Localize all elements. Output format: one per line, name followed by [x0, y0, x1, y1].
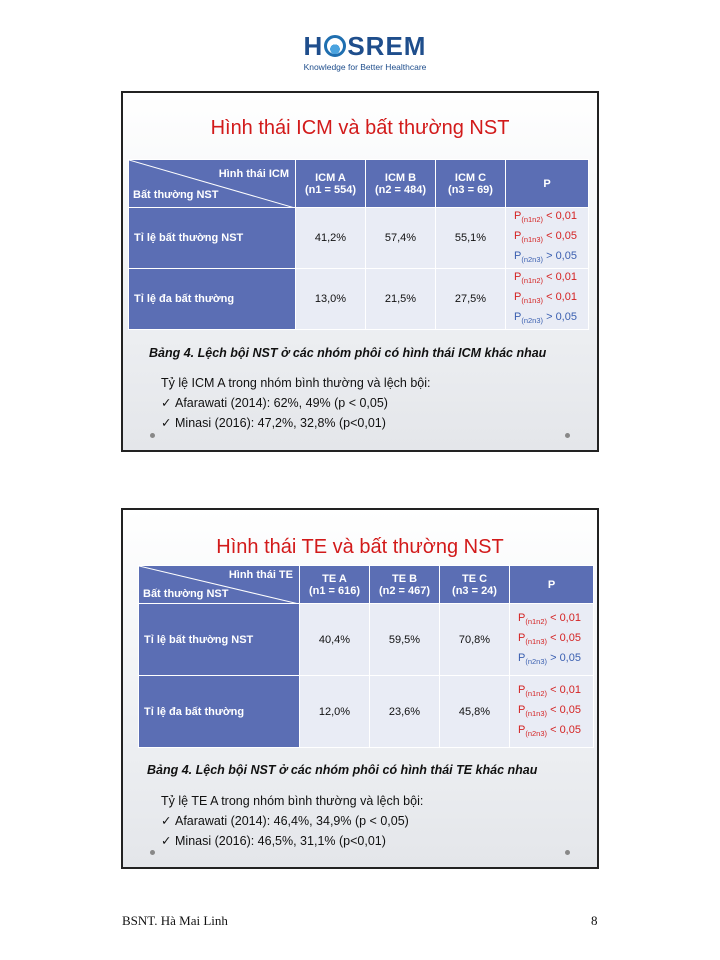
- value-cell: 12,0%: [300, 676, 370, 748]
- column-header: ICM A (n1 = 554): [296, 160, 366, 208]
- value-cell: 59,5%: [370, 604, 440, 676]
- p-value-cell: [506, 208, 589, 269]
- column-header: ICM B (n2 = 484): [366, 160, 436, 208]
- note-item: ✓ Afarawati (2014): 46,4%, 34,9% (p < 0,05): [161, 811, 423, 831]
- row-label: Tỉ lệ bất thường NST: [139, 604, 300, 676]
- p-value: $P_{(n2n3)} < 0,05$: [518, 723, 581, 738]
- slide-title: Hình thái ICM và bất thường NST: [210, 117, 510, 139]
- notes-block: [161, 791, 423, 851]
- page-number: 8: [591, 913, 598, 928]
- value-cell: 27,5%: [436, 269, 506, 330]
- row-label: Tỉ lệ đa bất thường: [139, 676, 300, 748]
- corner-top-label: Hình thái ICM: [218, 168, 289, 180]
- p-value: $P_{(n1n2)} < 0,01$: [514, 210, 577, 224]
- column-header: TE A (n1 = 616): [300, 566, 370, 604]
- notes-block: [161, 373, 430, 433]
- p-header: P: [506, 160, 589, 208]
- p-value: $P_{(n2n3)} > 0,05$: [514, 250, 577, 264]
- checkmark-icon: ✓: [161, 416, 172, 430]
- p-value: $P_{(n1n3)} < 0,05$: [514, 230, 577, 244]
- corner-header: [139, 566, 300, 604]
- column-header: ICM C (n3 = 69): [436, 160, 506, 208]
- value-cell: 55,1%: [436, 208, 506, 269]
- p-header: P: [510, 566, 594, 604]
- p-value-cell: [510, 604, 594, 676]
- checkmark-icon: ✓: [161, 396, 172, 410]
- slide-icm: [121, 91, 599, 452]
- p-value: $P_{(n1n3)} < 0,01$: [514, 291, 577, 305]
- bullet-dot-icon: [565, 433, 570, 438]
- bullet-dot-icon: [565, 850, 570, 855]
- value-cell: 57,4%: [366, 208, 436, 269]
- p-value: $P_{(n1n2)} < 0,01$: [518, 683, 581, 698]
- table-row: [139, 676, 594, 748]
- logo-tagline: Knowledge for Better Healthcare: [303, 62, 427, 72]
- value-cell: 70,8%: [440, 604, 510, 676]
- globe-icon: [324, 35, 346, 57]
- slide-title: Hình thái TE và bất thường NST: [216, 536, 504, 558]
- value-cell: 41,2%: [296, 208, 366, 269]
- column-header: TE B (n2 = 467): [370, 566, 440, 604]
- checkmark-icon: ✓: [161, 834, 172, 848]
- table-row: [129, 269, 589, 330]
- corner-header: [129, 160, 296, 208]
- corner-bottom-label: Bất thường NST: [133, 189, 219, 201]
- table-row: [139, 604, 594, 676]
- p-value-cell: [506, 269, 589, 330]
- footer-author: BSNT. Hà Mai Linh: [122, 913, 228, 928]
- p-value: $P_{(n1n3)} < 0,05$: [518, 631, 581, 646]
- row-label: Tỉ lệ đa bất thường: [129, 269, 296, 330]
- row-label: Tỉ lệ bất thường NST: [129, 208, 296, 269]
- value-cell: 45,8%: [440, 676, 510, 748]
- value-cell: 40,4%: [300, 604, 370, 676]
- logo-wordmark: H SREM: [303, 31, 427, 61]
- bullet-dot-icon: [150, 433, 155, 438]
- p-value: $P_{(n1n2)} < 0,01$: [514, 271, 577, 285]
- corner-top-label: Hình thái TE: [228, 569, 293, 581]
- value-cell: 23,6%: [370, 676, 440, 748]
- checkmark-icon: ✓: [161, 814, 172, 828]
- table-row: [129, 208, 589, 269]
- notes-intro: Tỷ lệ TE A trong nhóm bình thường và lệch bội:: [161, 794, 424, 808]
- table-caption: Bảng 4. Lệch bội NST ở các nhóm phôi có hình thái TE khác nhau: [147, 763, 538, 777]
- te-table: [138, 565, 594, 748]
- note-item: ✓ Minasi (2016): 46,5%, 31,1% (p<0,01): [161, 831, 423, 851]
- icm-table: [128, 159, 589, 330]
- p-value: $P_{(n2n3)} > 0,05$: [514, 311, 577, 325]
- p-value: $P_{(n1n3)} < 0,05$: [518, 703, 581, 718]
- corner-bottom-label: Bất thường NST: [143, 588, 229, 600]
- p-value: $P_{(n1n2)} < 0,01$: [518, 611, 581, 626]
- note-item: ✓ Afarawati (2014): 62%, 49% (p < 0,05): [161, 393, 430, 413]
- value-cell: 21,5%: [366, 269, 436, 330]
- note-item: ✓ Minasi (2016): 47,2%, 32,8% (p<0,01): [161, 413, 430, 433]
- p-value: $P_{(n2n3)} > 0,05$: [518, 651, 581, 666]
- bullet-dot-icon: [150, 850, 155, 855]
- notes-intro: Tỷ lệ ICM A trong nhóm bình thường và lệch bội:: [161, 376, 431, 390]
- value-cell: 13,0%: [296, 269, 366, 330]
- table-caption: Bảng 4. Lệch bội NST ở các nhóm phôi có hình thái ICM khác nhau: [149, 346, 547, 360]
- column-header: TE C (n3 = 24): [440, 566, 510, 604]
- slide-te: [121, 508, 599, 869]
- hosrem-logo: [290, 32, 440, 80]
- p-value-cell: [510, 676, 594, 748]
